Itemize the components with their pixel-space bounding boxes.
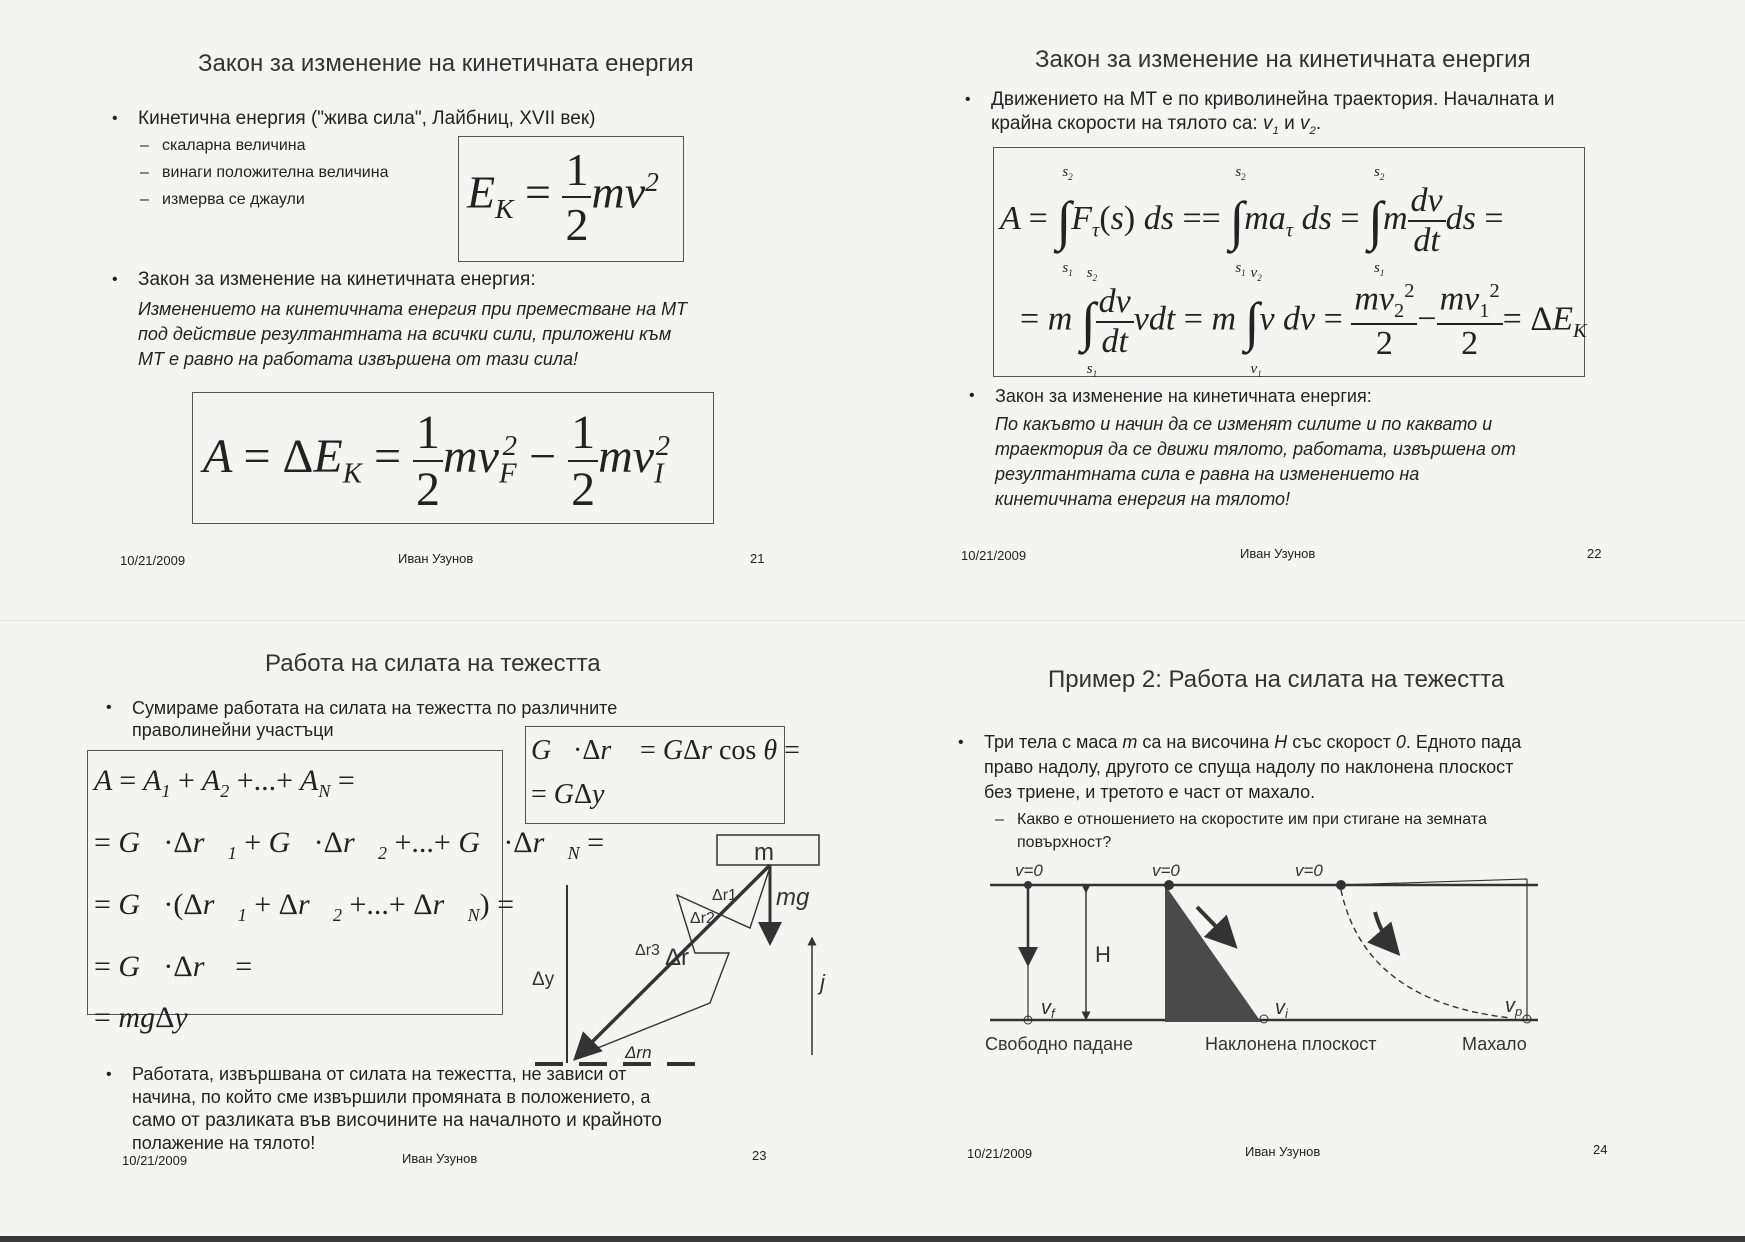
pendulum-arc bbox=[1341, 890, 1511, 1018]
footer-page-number: 21 bbox=[750, 551, 765, 566]
slide-title: Работа на силата на тежестта bbox=[265, 650, 601, 677]
bullet-trajectory: • Движението на МТ е по криволинейна траектория. Началната и крайна скорости на тялото са: $v_1$ и $v_2$. bbox=[965, 89, 1555, 137]
incline-arrow bbox=[1197, 907, 1232, 943]
slide-23 bbox=[80, 640, 825, 1180]
slide-title: Пример 2: Работа на силата на тежестта bbox=[1048, 666, 1505, 693]
bullet-text: Кинетична енергия ("жива сила", Лайбниц, XVII век) bbox=[138, 108, 596, 129]
sub-item: – винаги положителна величина bbox=[140, 164, 389, 181]
slide-22 bbox=[955, 40, 1615, 580]
weight-label: mg bbox=[776, 884, 810, 911]
bullet-law: • Закон за изменение на кинетичната енергия: bbox=[112, 269, 536, 290]
formula-box-integral bbox=[993, 147, 1585, 377]
bullet-law: • Закон за изменение на кинетичната енергия: bbox=[969, 386, 1372, 406]
caption-incline: Наклонена плоскост bbox=[1205, 1034, 1377, 1054]
j-label: j bbox=[820, 970, 825, 995]
dr1-label: Δr1 bbox=[712, 887, 737, 904]
vp-label: $v_p$ bbox=[1505, 995, 1523, 1019]
scan-fold-line bbox=[0, 620, 1745, 621]
formula-box-work bbox=[192, 392, 714, 524]
sub-list bbox=[140, 132, 389, 213]
dr2-label: Δr2 bbox=[690, 910, 715, 927]
bullet-conclusion: • Работата, извършвана от силата на тежестта, не зависи от начина, по който сме извършили промяната в положението, а само от разликата във височините на началното и крайното полажение на тялото! bbox=[106, 1064, 662, 1153]
sum-line: = G⃗·Δr⃗ = bbox=[94, 950, 253, 983]
footer-author: Иван Узунов bbox=[1245, 1144, 1321, 1159]
dr-label: Δr bbox=[665, 944, 690, 971]
incline-body bbox=[1164, 880, 1174, 890]
slide-21 bbox=[100, 40, 800, 580]
formula-box-dot-product bbox=[525, 726, 800, 824]
slide-title: Закон за изменение на кинетичната енергия bbox=[198, 50, 694, 77]
sub-item: – скаларна величина bbox=[140, 137, 306, 154]
dy-label: Δy bbox=[532, 969, 555, 990]
bullet-three-bodies: • Три тела с маса m са на височина H със скорост 0. Едното пада право надолу, другото се спуща надолу по наклонена плоскост без триене, и третото е част от махало. bbox=[958, 732, 1522, 802]
sub-item: – измерва се джаули bbox=[140, 191, 305, 208]
sum-line: = $G⃗\cdot\Delta r⃗_1$ + $G⃗\cdot\Delta r⃗_2$ +...+ $G⃗\cdot\Delta r⃗_N$ = bbox=[94, 826, 605, 863]
law-statement: Изменението на кинетичната енергия при преместване на МТ под действие резултантната на всички сили, приложени към МТ е равно на работата извършена от тази сила! bbox=[138, 299, 688, 369]
footer-date: 10/21/2009 bbox=[122, 1153, 188, 1168]
law-statement: По какъвто и начин да се изменят силите и по каквато и траектория да се движи тялото, работата, извършена от резултантната сила е равна на изменението на кинетичната енергия на тялото! bbox=[995, 414, 1516, 509]
height-label: H bbox=[1095, 942, 1111, 967]
v0-label: v=0 bbox=[1295, 861, 1323, 880]
integral-line-1: A = ∫ $s_2$ $s_1$ $F_\tau(s)$ ds == ∫ $s_2$ $s_1$ $ma_\tau$ ds = ∫ $s_2$ $s_1$ m $\frac{dv}{dt}$ ds = bbox=[1000, 164, 1504, 278]
pendulum-arrow bbox=[1375, 912, 1395, 950]
inclined-plane bbox=[1165, 885, 1261, 1022]
integral-line-2: = m ∫ $s_2$ $s_1$ $\frac{dv}{dt}$ vdt = m ∫ $v_2$ $v_1$ v dv = $\frac{mv_2^2}{2}$ − $\frac{mv_1^2}{2}$ = $\Delta E_K$ bbox=[1020, 264, 1587, 379]
footer-page-number: 23 bbox=[752, 1148, 767, 1163]
v0-label: v=0 bbox=[1152, 861, 1180, 880]
scan-edge bbox=[0, 1236, 1745, 1242]
footer-date: 10/21/2009 bbox=[961, 548, 1027, 563]
formula-box-kinetic-energy bbox=[458, 136, 684, 262]
sub-question: – Какво е отношението на скоростите им при стигане на земната повърхност? bbox=[995, 811, 1487, 851]
vi-label: $v_i$ bbox=[1275, 997, 1288, 1021]
formula-work-energy: $A = \Delta E_K$ = $\frac{1}{2}$ $mv_F^2$ − $\frac{1}{2}$ $mv_I^2$ bbox=[203, 406, 671, 516]
footer-page-number: 24 bbox=[1593, 1142, 1608, 1157]
bullet-kinetic-energy bbox=[112, 107, 596, 131]
v0-label: v=0 bbox=[1015, 861, 1043, 880]
sum-line: $A = A_1 + A_2$ +...+ $A_N$ = bbox=[94, 764, 355, 801]
slide-24 bbox=[945, 650, 1625, 1170]
footer-author: Иван Узунов bbox=[402, 1151, 478, 1166]
drn-label: Δrn bbox=[625, 1043, 652, 1062]
vf-label: $v_f$ bbox=[1041, 997, 1055, 1021]
gravity-work-diagram bbox=[440, 820, 825, 1060]
formula-ek: $E_K$ = $\frac{1}{2}$ $mv^2$ bbox=[467, 144, 659, 250]
sum-line: = mgΔy bbox=[94, 1001, 188, 1034]
footer-date: 10/21/2009 bbox=[967, 1146, 1033, 1161]
footer-page-number: 22 bbox=[1587, 546, 1602, 561]
footer-author: Иван Узунов bbox=[398, 551, 474, 566]
sum-line: = $G⃗\cdot(\Delta r⃗_1$ + $\Delta r⃗_2$ +...+ $\Delta r⃗_N$) = bbox=[94, 888, 515, 925]
bullet-dot: • bbox=[112, 110, 118, 127]
footer-author: Иван Узунов bbox=[1240, 546, 1316, 561]
caption-pendulum: Махало bbox=[1462, 1034, 1527, 1054]
mass-label: m bbox=[754, 839, 774, 866]
slide-title: Закон за изменение на кинетичната енергия bbox=[1035, 46, 1531, 73]
bullet-sum: • Сумираме работата на силата на тежестта по различните праволинейни участъци bbox=[106, 698, 618, 740]
footer-date: 10/21/2009 bbox=[120, 553, 186, 568]
dr3-label: Δr3 bbox=[635, 942, 660, 959]
three-bodies-diagram bbox=[985, 852, 1605, 1062]
caption-free-fall: Свободно падане bbox=[985, 1034, 1133, 1054]
dot-product-derivation: G⃗·Δr⃗ = GΔr cos θ = = GΔy bbox=[531, 735, 800, 810]
